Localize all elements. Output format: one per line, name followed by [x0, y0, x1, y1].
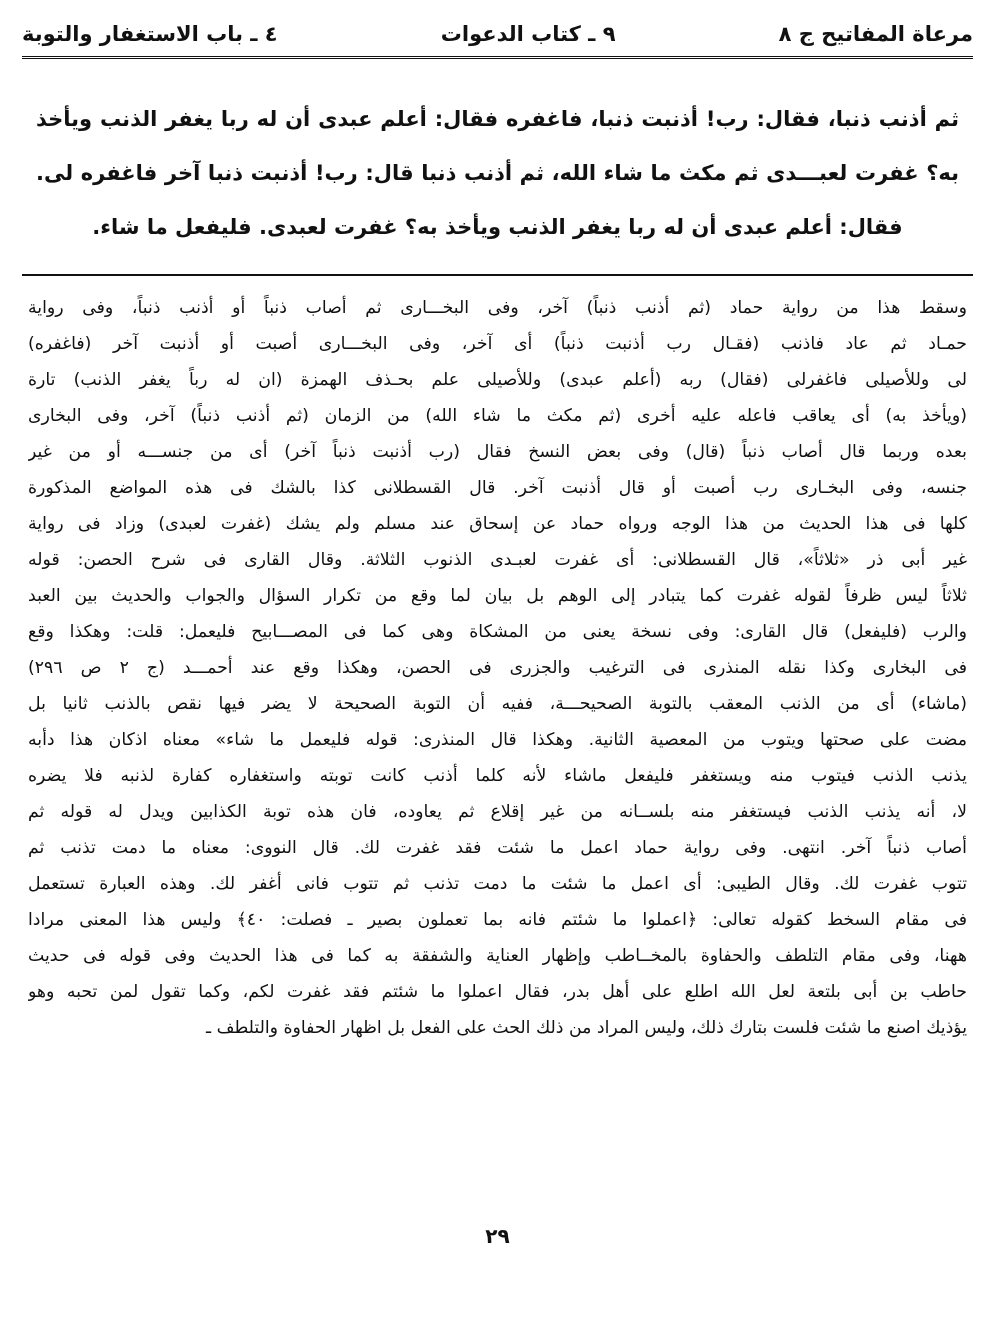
commentary-line: ههنا، وفى مقام التلطف والحفاوة بالمخــاطب وإظهار العناية والشفقة به كما فى هذا الحديث وفى قوله فى حديث [28, 946, 967, 966]
header-chapter: ٩ ـ كتاب الدعوات [440, 22, 616, 46]
hadith-text: ثم أذنب ذنبا، فقال: رب! أذنبت ذنبا، فاغفره فقال: أعلم عبدى أن له ربا يغفر الذنب ويأخذ به؟ غفرت لعبـــدى ثم مكث ما شاء الله، ثم أذنب ذنبا قال: رب! أذنبت ذنبا آخر فاغفره لى. فقال: أعلم عبدى أن له ربا يغفر الذنب ويأخذ به؟ غفرت لعبدى. فليفعل ما شاء. [36, 107, 959, 239]
commentary-line: وسقط هذا من رواية حماد (ثم أذنب ذنباً) آخر، وفى البخـــارى ثم أصاب ذنباً أو أذنب ذنباً، وفى رواية [28, 298, 967, 318]
commentary-line: لا، أنه يذنب الذنب فيستغفر منه بلســانه من غير إقلاع ثم يعاوده، فان هذه توبة الكذابين ويدل له قوله ثم [28, 802, 967, 822]
commentary-line: يؤذيك اصنع ما شئت فلست بتارك ذلك، وليس المراد من ذلك الحث على الفعل بل اظهار الحفاوة والتلطف ـ [206, 1018, 967, 1038]
commentary-line: أصاب ذنباً آخر. انتهى. وفى رواية حماد اعمل ما شئت فقد غفرت لك. قال النووى: معناه ما دمت تذنب ثم [28, 838, 967, 858]
commentary-line: حاطب بن أبى بلتعة لعل الله اطلع على أهل بدر، فقال اعملوا ما شئتم فقد غفرت لكم، وكما تقول لمن تحبه وهو [28, 982, 967, 1002]
commentary-line: لى وللأصيلى فاغفرلى (فقال) ربه (أعلم عبدى) وللأصيلى علم بحـذف الهمزة (ان له رباً يغفر الذنب) تارة [28, 370, 967, 390]
section-divider [22, 274, 973, 276]
commentary-line: فى البخارى وكذا نقله المنذرى فى الترغيب والجزرى فى الحصن، وهكذا وقع عند أحمـــد (ج ٢ ص ٢٩٦) [28, 658, 967, 678]
running-header [22, 14, 973, 54]
commentary-line: والرب (فليفعل) قال القارى: وفى نسخة يعنى من المشكاة وهى كما فى المصـــابيح فليعمل: قلت: وهكذا وقع [28, 622, 967, 642]
page-number: ٢٩ [485, 1224, 510, 1248]
commentary-line: يذنب الذنب فيتوب منه ويستغفر فليفعل ماشاء لأنه كلما أذنب كانت توبته واستغفاره كفارة لذنبه فلا يضره [28, 766, 967, 786]
header-book-title: مرعاة المفاتيح ج ٨ [778, 22, 973, 46]
commentary-line: مضت على صحتها ويتوب من المعصية الثانية. وهكذا قال المنذرى: قوله فليعمل ما شاء» معناه اذكان هذا دأبه [28, 730, 967, 750]
commentary-line: فى مقام السخط كقوله تعالى: ﴿اعملوا ما شئتم فانه بما تعملون بصير ـ فصلت: ٤٠﴾ وليس هذا المعنى مرادا [28, 910, 967, 930]
header-rule [22, 56, 973, 59]
commentary-line: جنسه، وفى البخـارى رب أصبت أو قال أذنبت آخر. قال القسطلانى كذا بالشك فى هذه المواضع المذكورة [28, 478, 967, 498]
commentary-line: ثلاثاً ليس ظرفاً لقوله غفرت كما يتبادر إلى الوهم بل بيان لما وقع من تكرار السؤال والجواب والحديث بين العبد [28, 586, 967, 606]
commentary-line: حمـاد ثم عاد فاذنب (فقـال رب أذنبت ذنباً) أى آخر، وفى البخـــارى أصبت أو أذنبت آخر (فاغفره) [28, 334, 967, 354]
commentary-line: تتوب غفرت لك. وقال الطيبى: أى اعمل ما شئت ما دمت تذنب ثم تتوب فانى أغفر لك. وهذه العبارة تستعمل [28, 874, 967, 894]
commentary-line: غير أبى ذر «ثلاثاً»، قال القسطلانى: أى غفرت لعبـدى الذنوب الثلاثة. وقال القارى فى شرح الحصن: قوله [28, 550, 967, 570]
header-section: ٤ ـ باب الاستغفار والتوبة [22, 22, 278, 46]
commentary-line: كلها فى هذا الحديث من هذا الوجه ورواه حماد عن إسحاق عند مسلم ولم يشك (غفرت لعبدى) وزاد فى رواية [28, 514, 967, 534]
commentary-line: بعده وربما قال أصاب ذنباً (قال) وفى بعض النسخ فقال (رب أذنبت ذنباً آخر) أى من جنســـه أو من غير [28, 442, 967, 462]
commentary-line: (ويأخذ به) أى يعاقب فاعله عليه أخرى (ثم مكث ما شاء الله) من الزمان (ثم أذنب ذنباً) آخر، وفى البخارى [28, 406, 967, 426]
commentary [28, 290, 967, 1046]
commentary-line: (ماشاء) أى من الذنب المعقب بالتوبة الصحيحـــة، ففيه أن التوبة الصحيحة لا يضر فيها نقص بالذنب ثانيا بل [28, 694, 967, 714]
